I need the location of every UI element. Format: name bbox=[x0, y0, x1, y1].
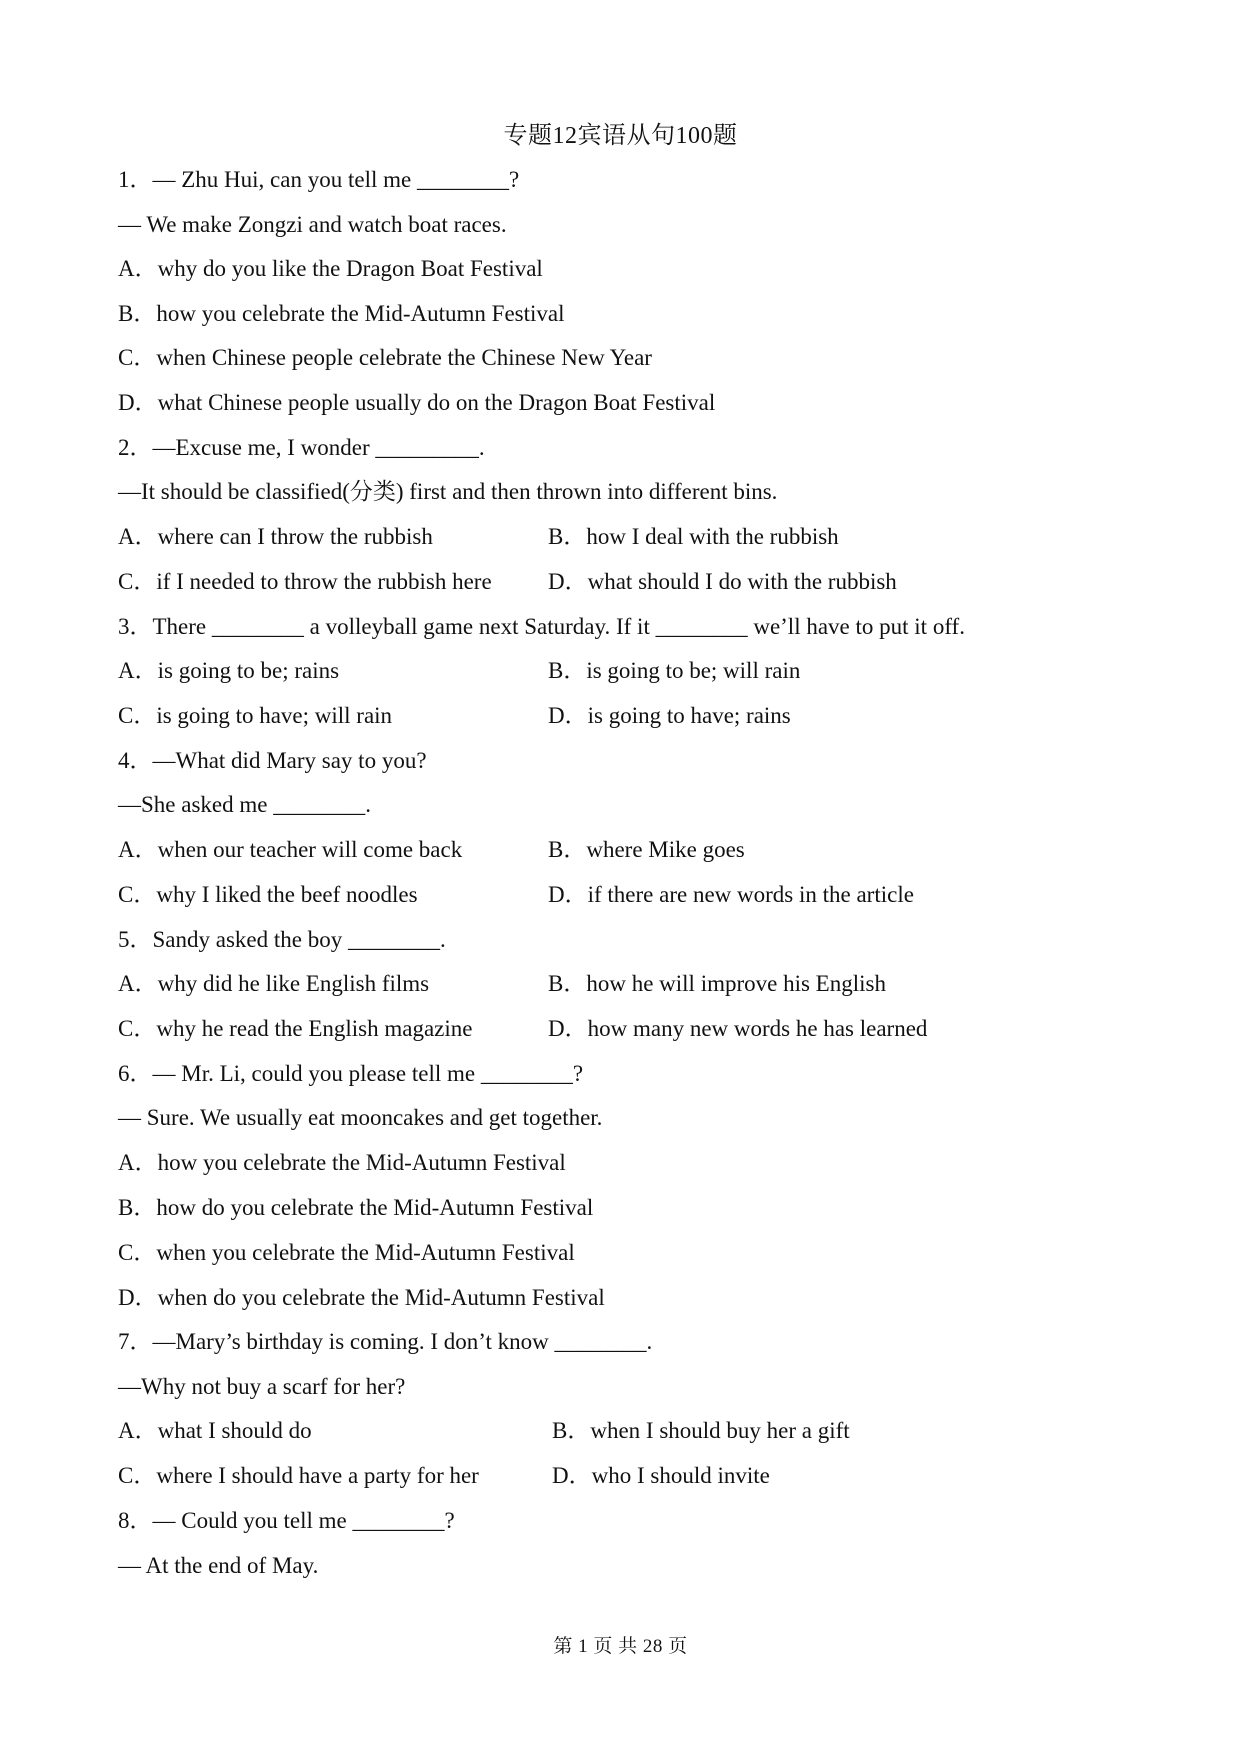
question-3-option-d: D．is going to have; rains bbox=[548, 703, 791, 728]
question-5-stem: 5．Sandy asked the boy ________. bbox=[118, 927, 446, 952]
question-4-stem: 4．—What did Mary say to you? bbox=[118, 748, 427, 773]
question-1-reply: — We make Zongzi and watch boat races. bbox=[118, 212, 507, 237]
question-1-option-a: A．why do you like the Dragon Boat Festival bbox=[118, 256, 543, 281]
page-title: 专题12宾语从句100题 bbox=[503, 123, 738, 149]
question-4-option-a: A．when our teacher will come back bbox=[118, 837, 463, 862]
question-4-option-b: B．where Mike goes bbox=[548, 837, 745, 862]
question-2-reply: —It should be classified(分类) first and then thrown into different bins. bbox=[118, 479, 778, 504]
question-4-option-d: D．if there are new words in the article bbox=[548, 882, 914, 907]
question-2-option-c: C．if I needed to throw the rubbish here bbox=[118, 569, 492, 594]
question-7-option-a: A．what I should do bbox=[118, 1418, 312, 1443]
question-3-option-c: C．is going to have; will rain bbox=[118, 703, 393, 728]
question-3-option-a: A．is going to be; rains bbox=[118, 658, 340, 683]
question-2-option-a: A．where can I throw the rubbish bbox=[118, 524, 433, 549]
question-8-reply: — At the end of May. bbox=[118, 1553, 319, 1578]
question-7-stem: 7．—Mary’s birthday is coming. I don’t know ________. bbox=[118, 1329, 653, 1354]
question-7-option-b: B．when I should buy her a gift bbox=[552, 1418, 850, 1443]
question-5-option-d: D．how many new words he has learned bbox=[548, 1016, 928, 1041]
question-6-option-a: A．how you celebrate the Mid-Autumn Festival bbox=[118, 1150, 566, 1175]
question-7-option-c: C．where I should have a party for her bbox=[118, 1463, 479, 1488]
question-2-stem: 2．—Excuse me, I wonder _________. bbox=[118, 435, 485, 460]
question-3-option-b: B．is going to be; will rain bbox=[548, 658, 801, 683]
question-6-option-b: B．how do you celebrate the Mid-Autumn Festival bbox=[118, 1195, 594, 1220]
question-1-option-c: C．when Chinese people celebrate the Chinese New Year bbox=[118, 345, 652, 370]
question-5-option-b: B．how he will improve his English bbox=[548, 971, 886, 996]
question-6-option-d: D．when do you celebrate the Mid-Autumn Festival bbox=[118, 1285, 605, 1310]
page-footer: 第 1 页 共 28 页 bbox=[553, 1636, 688, 1657]
question-8-stem: 8．— Could you tell me ________? bbox=[118, 1508, 455, 1533]
question-2-option-b: B．how I deal with the rubbish bbox=[548, 524, 839, 549]
question-6-reply: — Sure. We usually eat mooncakes and get together. bbox=[118, 1105, 603, 1130]
question-7-option-d: D．who I should invite bbox=[552, 1463, 770, 1488]
question-5-option-a: A．why did he like English films bbox=[118, 971, 430, 996]
question-6-stem: 6．— Mr. Li, could you please tell me ________? bbox=[118, 1061, 584, 1086]
question-5-option-c: C．why he read the English magazine bbox=[118, 1016, 473, 1041]
question-2-option-d: D．what should I do with the rubbish bbox=[548, 569, 897, 594]
question-3-stem: 3．There ________ a volleyball game next Saturday. If it ________ we’ll have to put it off. bbox=[118, 614, 965, 639]
question-1-option-b: B．how you celebrate the Mid-Autumn Festival bbox=[118, 301, 565, 326]
question-1-stem: 1．— Zhu Hui, can you tell me ________? bbox=[118, 167, 520, 192]
question-4-option-c: C．why I liked the beef noodles bbox=[118, 882, 418, 907]
question-7-reply: —Why not buy a scarf for her? bbox=[118, 1374, 406, 1399]
question-4-reply: —She asked me ________. bbox=[118, 792, 371, 817]
question-6-option-c: C．when you celebrate the Mid-Autumn Festival bbox=[118, 1240, 575, 1265]
question-1-option-d: D．what Chinese people usually do on the Dragon Boat Festival bbox=[118, 390, 716, 415]
